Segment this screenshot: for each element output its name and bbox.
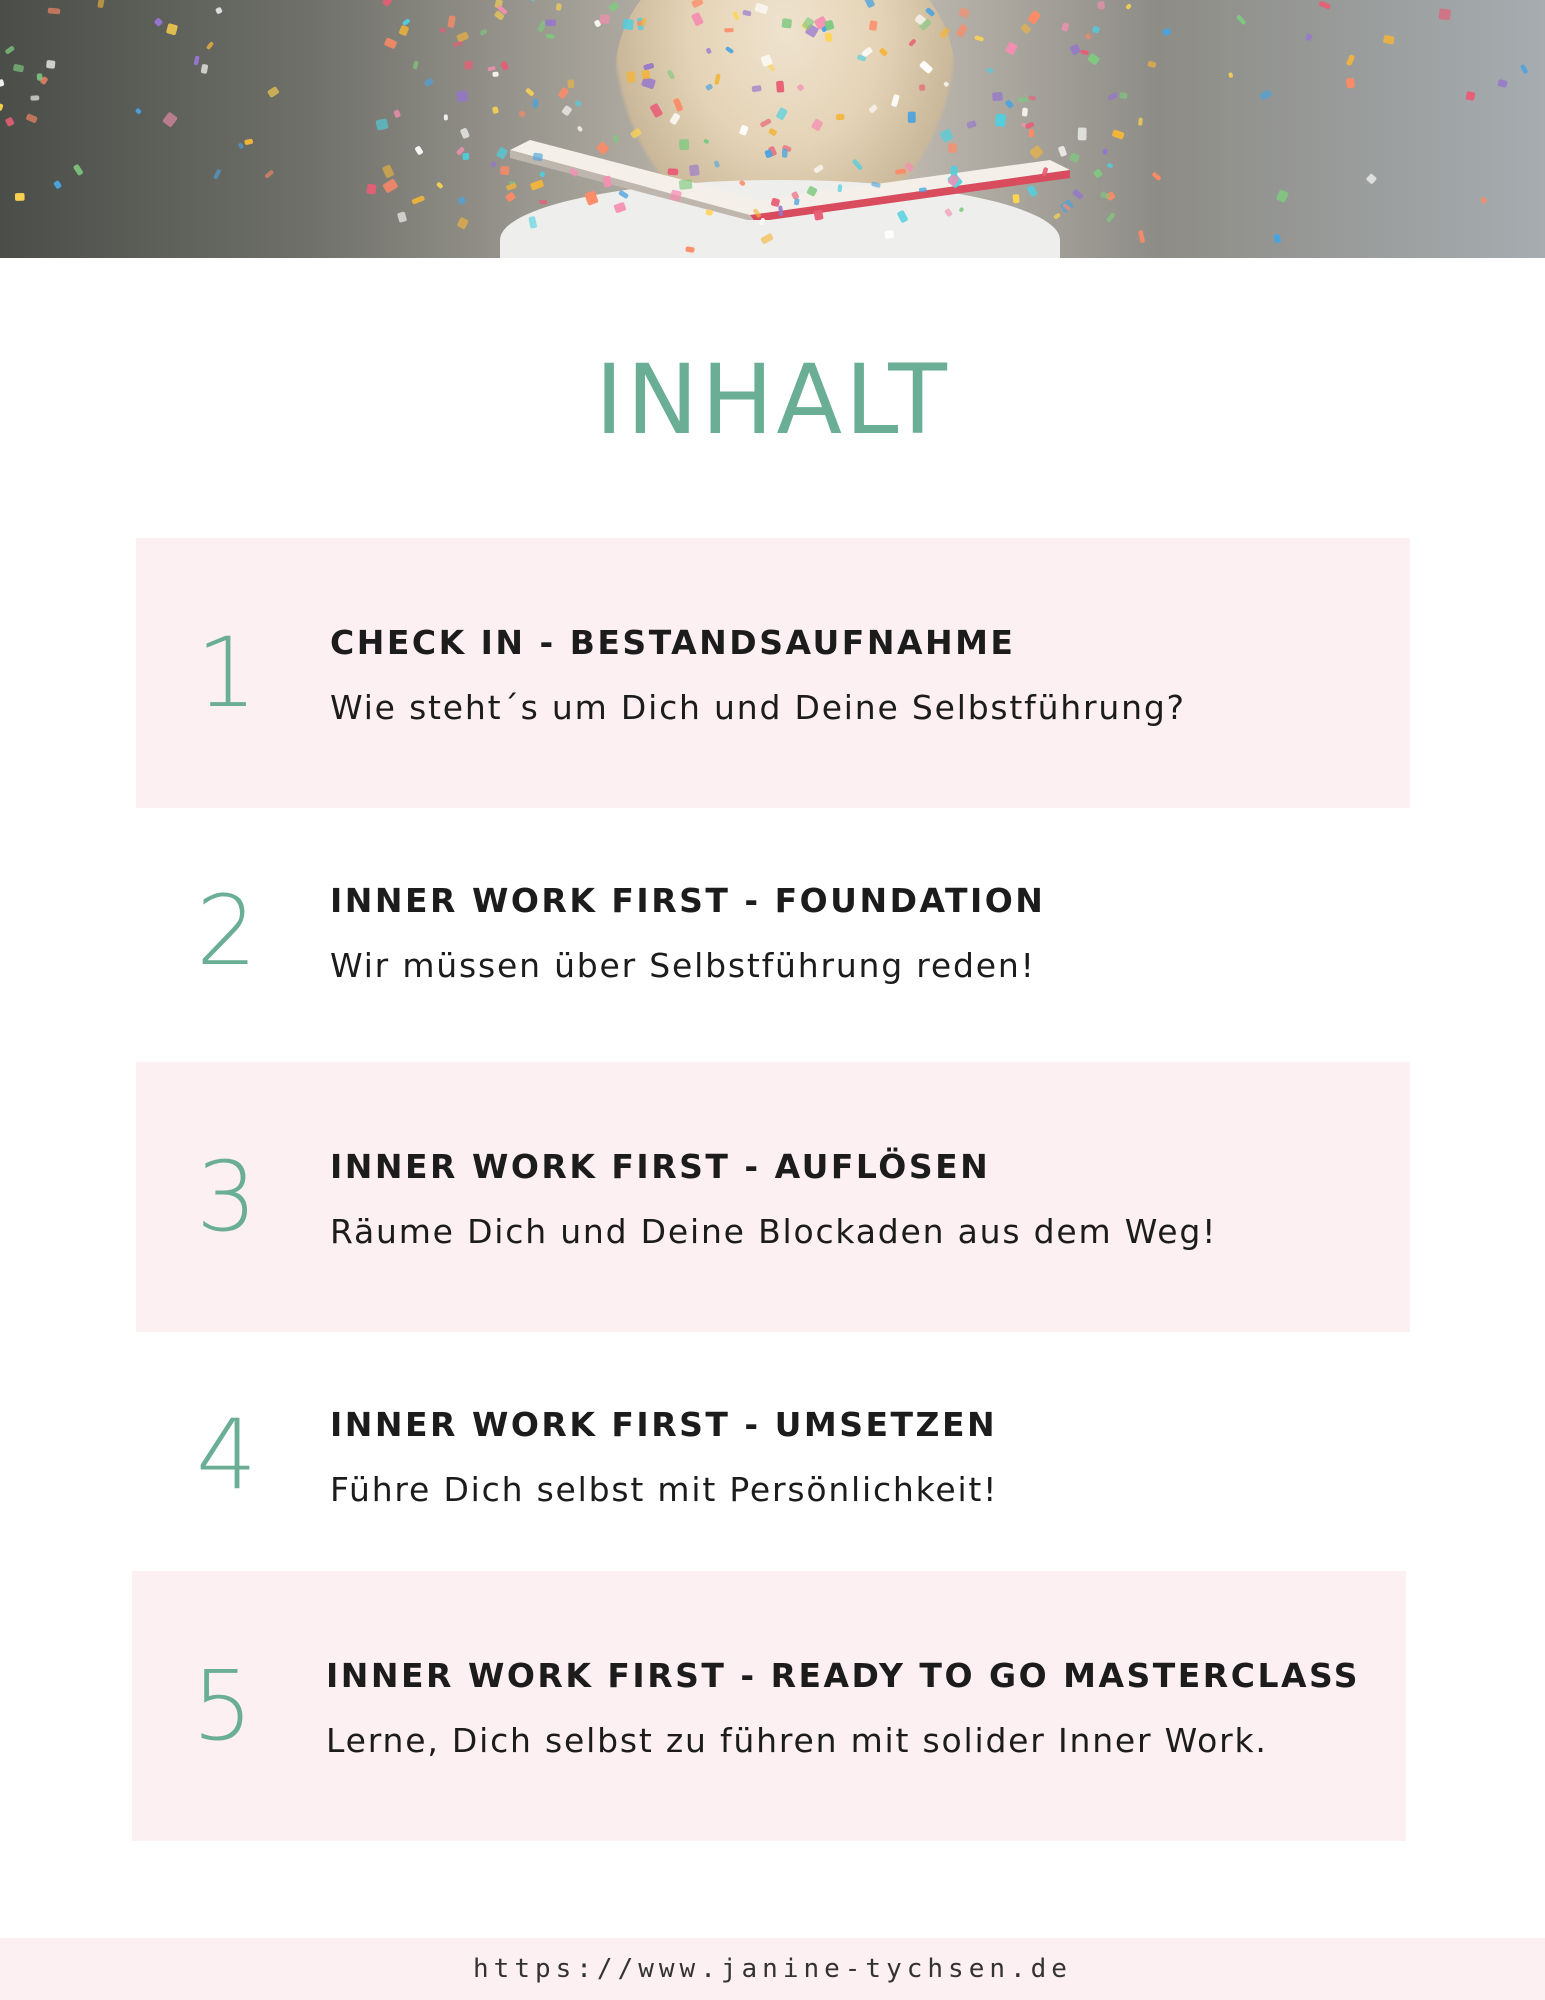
confetti-piece: [411, 195, 425, 205]
confetti-piece: [871, 181, 881, 188]
confetti-piece: [0, 79, 5, 88]
confetti-piece: [375, 118, 388, 131]
confetti-piece: [384, 37, 398, 49]
item-subtitle: Lerne, Dich selbst zu führen mit solider Inner Work.: [326, 1721, 1268, 1760]
confetti-piece: [366, 184, 377, 195]
confetti-piece: [751, 85, 761, 92]
confetti-piece: [464, 61, 472, 70]
confetti-piece: [599, 14, 610, 24]
confetti-piece: [679, 179, 693, 190]
confetti-piece: [457, 196, 466, 205]
confetti-piece: [1112, 129, 1125, 139]
confetti-piece: [1465, 91, 1475, 101]
confetti-piece: [1080, 49, 1089, 55]
item-subtitle: Wir müssen über Selbstführung reden!: [330, 946, 1036, 985]
confetti-piece: [908, 38, 916, 47]
confetti-piece: [457, 217, 469, 230]
confetti-piece: [603, 175, 612, 187]
confetti-piece: [955, 24, 968, 38]
confetti-piece: [689, 164, 700, 176]
confetti-piece: [479, 28, 487, 36]
confetti-piece: [97, 0, 104, 8]
confetti-piece: [1273, 234, 1281, 244]
confetti-piece: [492, 72, 499, 77]
confetti-piece: [73, 164, 84, 176]
confetti-piece: [1092, 25, 1101, 33]
confetti-piece: [25, 113, 37, 123]
confetti-piece: [393, 109, 401, 118]
confetti-piece: [166, 23, 178, 36]
confetti-piece: [705, 209, 713, 216]
confetti-piece: [539, 171, 545, 177]
confetti-piece: [642, 70, 651, 79]
confetti-piece: [567, 79, 574, 88]
confetti-piece: [1058, 145, 1068, 157]
confetti-piece: [992, 92, 1003, 101]
confetti-piece: [739, 180, 746, 187]
confetti-piece: [1018, 97, 1028, 102]
confetti-piece: [518, 110, 526, 118]
confetti-piece: [811, 118, 824, 131]
confetti-piece: [46, 60, 55, 69]
confetti-piece: [643, 63, 654, 71]
confetti-piece: [201, 64, 209, 74]
confetti-piece: [879, 47, 889, 56]
confetti-piece: [193, 55, 199, 65]
confetti-piece: [1013, 194, 1020, 203]
confetti-piece: [939, 128, 954, 143]
confetti-piece: [215, 7, 223, 15]
confetti-piece: [706, 47, 712, 54]
confetti-piece: [460, 127, 470, 139]
confetti-piece: [206, 41, 214, 50]
confetti-piece: [944, 208, 953, 217]
confetti-piece: [533, 152, 543, 161]
confetti-piece: [613, 202, 626, 214]
confetti-piece: [424, 77, 434, 87]
confetti-piece: [667, 69, 676, 80]
confetti-piece: [752, 208, 761, 218]
confetti-piece: [1162, 28, 1171, 36]
confetti-piece: [398, 25, 409, 37]
contents-item-2: [136, 796, 1410, 1066]
confetti-piece: [733, 11, 740, 20]
confetti-piece: [782, 149, 788, 158]
contents-item-5: [132, 1571, 1406, 1841]
confetti-piece: [500, 166, 510, 176]
confetti-piece: [796, 84, 804, 92]
confetti-piece: [456, 90, 469, 103]
confetti-piece: [500, 61, 510, 71]
confetti-piece: [1102, 148, 1107, 154]
item-heading: INNER WORK FIRST - AUFLÖSEN: [330, 1147, 991, 1186]
confetti-piece: [714, 160, 720, 168]
confetti-piece: [679, 139, 689, 150]
confetti-piece: [925, 7, 935, 17]
confetti-piece: [1106, 212, 1116, 223]
confetti-piece: [691, 0, 704, 8]
confetti-piece: [670, 189, 682, 201]
confetti-piece: [782, 18, 793, 28]
confetti-piece: [622, 19, 634, 30]
confetti-piece: [1028, 95, 1036, 101]
item-number: 1: [196, 617, 258, 729]
confetti-piece: [456, 31, 469, 42]
confetti-piece: [791, 191, 800, 200]
confetti-piece: [397, 211, 407, 223]
confetti-piece: [868, 104, 878, 114]
item-number: 4: [196, 1399, 258, 1511]
confetti-piece: [612, 134, 619, 143]
confetti-piece: [1053, 212, 1061, 219]
website-link[interactable]: https://www.janine-tychsen.de: [473, 1954, 1072, 1984]
confetti-piece: [759, 118, 771, 128]
confetti-piece: [852, 158, 864, 170]
confetti-piece: [5, 117, 15, 127]
confetti-piece: [1029, 129, 1035, 138]
confetti-piece: [948, 143, 957, 152]
confetti-piece: [528, 216, 537, 229]
confetti-piece: [813, 209, 823, 220]
item-heading: INNER WORK FIRST - UMSETZEN: [330, 1405, 998, 1444]
confetti-piece: [1147, 61, 1156, 69]
confetti-piece: [1005, 41, 1018, 55]
confetti-piece: [15, 193, 25, 201]
confetti-piece: [1228, 72, 1233, 78]
contents-item-3: [136, 1062, 1410, 1332]
confetti-piece: [1061, 22, 1069, 32]
confetti-piece: [1021, 123, 1026, 127]
confetti-piece: [1305, 33, 1313, 42]
confetti-piece: [1276, 189, 1289, 203]
confetti-piece: [775, 107, 788, 121]
confetti-piece: [1097, 1, 1105, 10]
confetti-graphic: [0, 0, 1545, 258]
confetti-piece: [618, 190, 629, 199]
confetti-piece: [382, 0, 394, 7]
confetti-piece: [1042, 167, 1049, 177]
confetti-piece: [1027, 10, 1041, 25]
page-title: INHALT: [595, 344, 950, 456]
confetti-piece: [939, 27, 951, 39]
confetti-piece: [1383, 35, 1395, 45]
confetti-piece: [754, 3, 768, 15]
confetti-piece: [525, 87, 535, 96]
confetti-piece: [557, 87, 569, 100]
confetti-piece: [919, 84, 925, 91]
confetti-piece: [869, 20, 878, 31]
confetti-piece: [402, 18, 411, 26]
confetti-piece: [533, 99, 538, 108]
confetti-piece: [760, 233, 774, 245]
confetti-piece: [771, 198, 781, 208]
confetti-piece: [213, 169, 221, 180]
confetti-piece: [487, 66, 496, 72]
confetti-piece: [778, 205, 783, 216]
confetti-piece: [897, 210, 909, 224]
confetti-piece: [958, 207, 964, 213]
confetti-piece: [705, 83, 713, 91]
item-subtitle: Wie steht´s um Dich und Deine Selbstführung?: [330, 688, 1186, 727]
confetti-piece: [668, 168, 679, 175]
confetti-piece: [1072, 189, 1084, 201]
confetti-piece: [135, 108, 142, 115]
confetti-piece: [53, 180, 62, 190]
confetti-piece: [244, 138, 253, 145]
confetti-piece: [1022, 108, 1028, 117]
confetti-piece: [13, 64, 24, 73]
confetti-piece: [837, 184, 842, 192]
confetti-piece: [891, 94, 900, 107]
confetti-piece: [768, 128, 778, 137]
confetti-piece: [739, 124, 749, 136]
confetti-piece: [626, 71, 636, 83]
item-subtitle: Führe Dich selbst mit Persönlichkeit!: [330, 1470, 999, 1509]
item-number: 2: [196, 875, 258, 987]
confetti-piece: [569, 167, 579, 177]
confetti-piece: [1236, 14, 1246, 25]
confetti-piece: [492, 106, 499, 114]
confetti-piece: [525, 0, 537, 2]
item-number: 3: [196, 1141, 258, 1253]
confetti-piece: [439, 27, 446, 33]
contents-item-1: [136, 538, 1410, 808]
confetti-piece: [1152, 172, 1162, 181]
confetti-piece: [966, 120, 977, 129]
confetti-piece: [154, 17, 164, 27]
confetti-piece: [596, 141, 610, 155]
confetti-piece: [1125, 3, 1132, 10]
contents-item-4: [136, 1320, 1410, 1590]
confetti-piece: [908, 112, 916, 123]
confetti-piece: [1318, 1, 1331, 10]
confetti-piece: [691, 12, 704, 27]
confetti-piece: [264, 169, 274, 178]
confetti-piece: [974, 35, 984, 42]
confetti-piece: [759, 217, 766, 225]
confetti-piece: [1087, 53, 1100, 66]
confetti-piece: [714, 73, 720, 85]
confetti-piece: [986, 67, 994, 74]
confetti-piece: [30, 95, 39, 100]
confetti-piece: [539, 200, 548, 205]
confetti-piece: [530, 179, 545, 190]
confetti-piece: [1025, 121, 1035, 129]
confetti-piece: [1069, 44, 1081, 56]
confetti-piece: [725, 46, 734, 54]
confetti-piece: [1107, 163, 1114, 169]
confetti-piece: [1138, 117, 1143, 125]
confetti-piece: [1085, 33, 1092, 40]
confetti-piece: [630, 128, 642, 139]
confetti-piece: [649, 103, 663, 118]
confetti-piece: [825, 32, 833, 42]
confetti-piece: [412, 60, 419, 69]
confetti-piece: [1069, 152, 1080, 162]
confetti-piece: [545, 20, 556, 27]
confetti-piece: [884, 230, 894, 239]
confetti-piece: [48, 8, 61, 15]
confetti-piece: [1029, 145, 1044, 160]
confetti-piece: [685, 246, 695, 253]
confetti-piece: [1027, 185, 1038, 198]
confetti-piece: [919, 187, 927, 192]
confetti-piece: [742, 10, 751, 17]
confetti-piece: [1138, 230, 1145, 243]
item-heading: INNER WORK FIRST - READY TO GO MASTERCLASS: [326, 1656, 1361, 1695]
confetti-piece: [267, 86, 280, 98]
confetti-piece: [1259, 89, 1272, 100]
confetti-piece: [561, 105, 572, 117]
confetti-piece: [895, 169, 906, 175]
confetti-piece: [1346, 77, 1356, 88]
confetti-piece: [1107, 92, 1118, 101]
confetti-piece: [919, 60, 933, 74]
confetti-piece: [584, 190, 599, 206]
confetti-piece: [1497, 79, 1508, 88]
confetti-piece: [5, 45, 16, 55]
confetti-piece: [864, 0, 876, 8]
confetti-piece: [382, 178, 398, 193]
confetti-piece: [496, 147, 508, 160]
confetti-piece: [447, 15, 456, 28]
confetti-piece: [836, 114, 845, 120]
confetti-piece: [162, 112, 178, 128]
confetti-piece: [1520, 64, 1529, 74]
confetti-piece: [608, 1, 620, 12]
confetti-piece: [238, 142, 244, 149]
footer-bar: [0, 1938, 1545, 2000]
header-photo: [0, 0, 1545, 258]
confetti-piece: [995, 114, 1006, 127]
confetti-piece: [1480, 196, 1488, 204]
confetti-piece: [806, 185, 818, 197]
confetti-piece: [462, 153, 469, 160]
confetti-piece: [1346, 54, 1355, 66]
confetti-piece: [505, 191, 516, 202]
item-subtitle: Räume Dich und Deine Blockaden aus dem Weg!: [330, 1212, 1218, 1251]
confetti-piece: [958, 7, 970, 18]
confetti-piece: [1093, 168, 1103, 178]
confetti-piece: [1078, 128, 1087, 141]
item-heading: CHECK IN - BESTANDSAUFNAHME: [330, 623, 1016, 662]
confetti-piece: [577, 125, 583, 132]
confetti-piece: [703, 138, 710, 144]
confetti-piece: [1439, 8, 1451, 20]
item-number: 5: [192, 1650, 254, 1762]
confetti-piece: [1366, 173, 1378, 185]
confetti-piece: [414, 145, 423, 155]
confetti-piece: [1119, 92, 1128, 99]
confetti-piece: [1020, 23, 1031, 34]
confetti-piece: [673, 98, 684, 112]
confetti-piece: [490, 161, 497, 168]
confetti-piece: [669, 112, 681, 125]
confetti-piece: [556, 3, 562, 11]
confetti-piece: [574, 100, 582, 108]
confetti-piece: [943, 81, 950, 87]
confetti-piece: [0, 102, 4, 111]
confetti-piece: [444, 114, 448, 120]
confetti-piece: [382, 164, 395, 178]
item-heading: INNER WORK FIRST - FOUNDATION: [330, 881, 1046, 920]
confetti-piece: [1005, 99, 1015, 109]
confetti-piece: [546, 34, 555, 39]
confetti-piece: [813, 164, 824, 174]
confetti-piece: [776, 81, 784, 93]
confetti-piece: [724, 28, 734, 32]
confetti-piece: [436, 182, 444, 190]
